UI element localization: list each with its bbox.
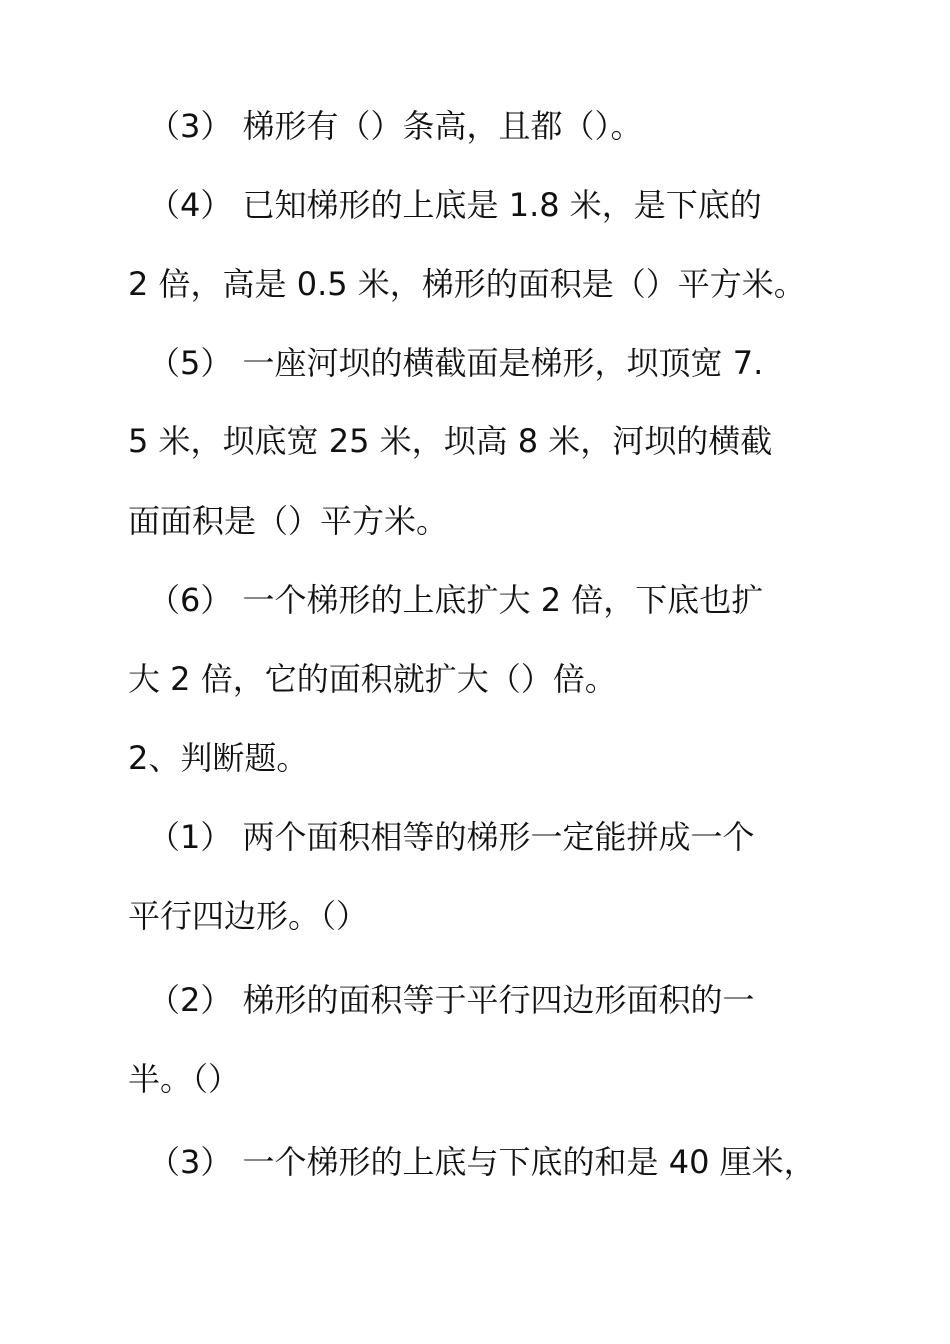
judgment-1-line-1: （1） 两个面积相等的梯形一定能拼成一个 xyxy=(148,818,755,856)
judgment-2-line-2: 半。（） xyxy=(128,1060,241,1098)
question-5-line-2: 5 米，坝底宽 25 米，坝高 8 米，河坝的横截 xyxy=(128,422,773,460)
question-4-line-1: （4） 已知梯形的上底是 1.8 米，是下底的 xyxy=(148,186,762,224)
question-6-line-1: （6） 一个梯形的上底扩大 2 倍，下底也扩 xyxy=(148,581,764,619)
question-6-line-2: 大 2 倍，它的面积就扩大（）倍。 xyxy=(128,660,617,698)
question-5-line-3: 面面积是（）平方米。 xyxy=(128,502,449,540)
judgment-3-line-1: （3） 一个梯形的上底与下底的和是 40 厘米， xyxy=(148,1143,816,1181)
question-4-line-2: 2 倍，高是 0.5 米，梯形的面积是（）平方米。 xyxy=(128,265,806,303)
judgment-2-line-1: （2） 梯形的面积等于平行四边形面积的一 xyxy=(148,981,755,1019)
question-3-line-1: （3） 梯形有（）条高，且都（）。 xyxy=(148,107,643,145)
section-heading-judgment: 2、判断题。 xyxy=(128,739,309,777)
judgment-1-line-2: 平行四边形。（） xyxy=(128,897,369,935)
question-5-line-1: （5） 一座河坝的横截面是梯形，坝顶宽 7. xyxy=(148,344,764,382)
